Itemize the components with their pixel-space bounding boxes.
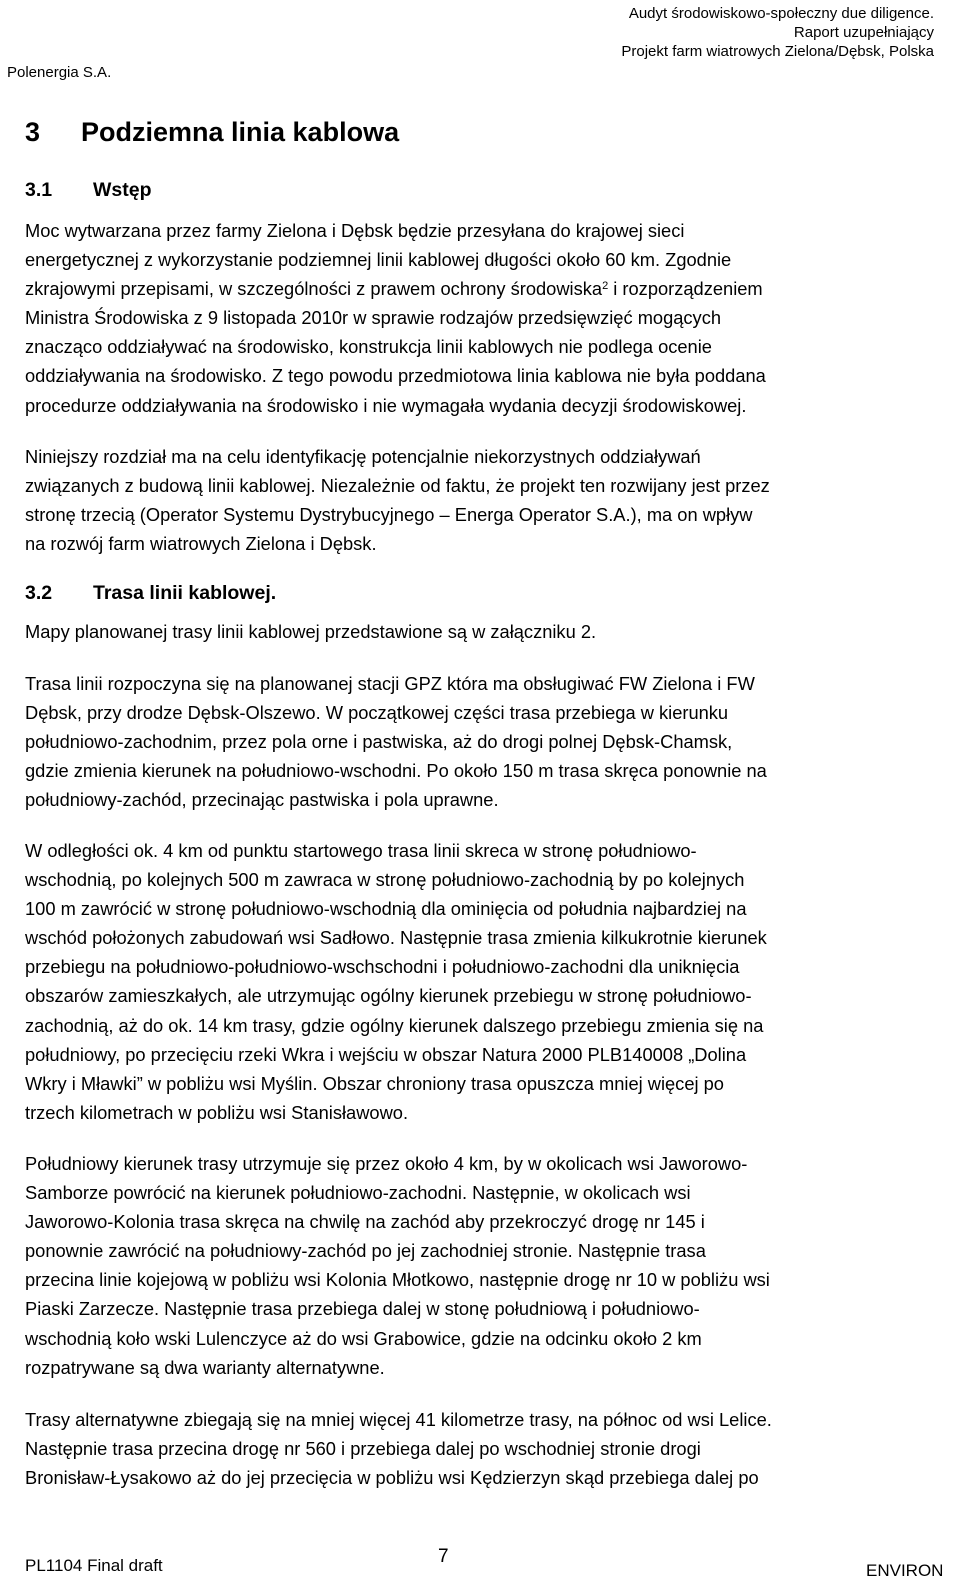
text-line: południowy-zachód, przecinając pastwiska i pola uprawne. [25,789,499,811]
text-line: stronę trzecią (Operator Systemu Dystrybucyjnego – Energa Operator S.A.), ma on wpływ [25,504,753,526]
text-line: Ministra Środowiska z 9 listopada 2010r w sprawie rodzajów przedsięwzięć mogących [25,307,722,329]
text-line: Samborze powrócić na kierunek południowo-zachodni. Następnie, w okolicach wsi [25,1182,691,1204]
text-line: południowo-zachodnim, przez pola orne i pastwiska, aż do drogi polnej Dębsk-Chamsk, [25,731,733,753]
text-line: znacząco oddziaływać na środowisko, konstrukcja linii kablowych nie podlega ocenie [25,336,712,358]
header-title-line: Raport uzupełniający [793,24,934,41]
subsection-heading-intro [25,179,152,202]
section-title: Podziemna linia kablowa [81,117,400,147]
text-line: Następnie trasa przecina drogę nr 560 i przebiega dalej po wschodniej stronie drogi [25,1438,701,1460]
text-line: Moc wytwarzana przez farmy Zielona i Dębsk będzie przesyłana do krajowej sieci [25,220,685,241]
text-line: trzech kilometrach w pobliżu wsi Stanisławowo. [25,1101,409,1123]
text-line: Bronisław-Łysakowo aż do jej przecięcia w pobliżu wsi Kędzierzyn skąd przebiega dalej po [25,1467,759,1489]
text-line: Wkry i Mławki” w pobliżu wsi Myślin. Obszar chroniony trasa opuszcza mniej więcej po [25,1072,724,1094]
text-line: W odległości ok. 4 km od punktu startowego trasa linii skreca w stronę południowo- [25,840,697,861]
subsection-title: Wstęp [93,179,152,201]
text-line: Mapy planowanej trasy linii kablowej przedstawione są w załączniku 2. [25,621,597,642]
section-number: 3 [25,117,41,147]
text-line: procedurze oddziaływania na środowisko i nie wymagała wydania decyzji środowiskowej. [25,394,747,416]
paragraph-route-south [25,1149,950,1382]
text-line: zachodnią, aż do ok. 14 km trasy, gdzie ogólny kierunek dalszego przebiegu zmienia się na [25,1014,764,1036]
subsection-title: Trasa linii kablowej. [93,582,277,604]
text-line: Trasy alternatywne zbiegają się na mniej więcej 41 kilometrze trasy, na północ od wsi Lelice. [25,1409,772,1430]
footer-brand-logo: ENVIRON [866,1561,944,1580]
subsection-number: 3.1 [25,179,53,201]
text-line: Trasa linii rozpoczyna się na planowanej stacji GPZ która ma obsługiwać FW Zielona i FW [25,673,755,694]
text-line: 100 m zawrócić w stronę południowo-wschodnią dla ominięcia od południa najbardziej na [25,898,747,920]
text-line: gdzie zmienia kierunek na południowo-wschodni. Po około 150 m trasa skręca ponownie na [25,760,767,782]
subsection-heading-route [25,582,276,605]
paragraph-maps [25,617,950,646]
paragraph-route-start [25,669,950,814]
text-line: wschód położonych zabudowań wsi Sadłowo. Następnie trasa zmienia kilkukrotnie kierunek [25,927,767,949]
header-title-line: Audyt środowiskowo-społeczny due diligence. [628,5,934,22]
text-line: Jaworowo-Kolonia trasa skręca na chwilę na zachód aby przekroczyć drogę nr 145 i [25,1211,705,1233]
text-line: wschodnią, po kolejnych 500 m zawraca w stronę południowo-zachodnią by po kolejnych [25,869,745,891]
text-line: Południowy kierunek trasy utrzymuje się przez około 4 km, by w okolicach wsi Jaworowo- [25,1153,748,1174]
text-line: wschodnią koło wski Lulenczyce aż do wsi Grabowice, gdzie na odcinku około 2 km [25,1327,702,1349]
text-line: Piaski Zarzecze. Następnie trasa przebiega dalej w stonę południową i południowo- [25,1298,700,1320]
text-line: południowy, po przecięciu rzeki Wkra i wejściu w obszar Natura 2000 PLB140008 „Dolina [25,1043,747,1065]
text-line: Niniejszy rozdział ma na celu identyfikację potencjalnie niekorzystnych oddziaływań [25,446,701,467]
header-company: Polenergia S.A. [7,64,112,81]
text-line: rozpatrywane są dwa warianty alternatywne. [25,1356,385,1378]
subsection-number: 3.2 [25,582,53,604]
text-line: na rozwój farm wiatrowych Zielona i Dębsk. [25,533,377,555]
text-line: przebiegu na południowo-południowo-wschschodni i południowo-zachodni dla uniknięcia [25,956,740,978]
footer-document-id: PL1104 Final draft [25,1556,163,1575]
text-line: ponownie zawrócić na południowy-zachód po jej zachodniej stronie. Następnie trasa [25,1240,706,1262]
text-line: obszarów zamieszkałych, ale utrzymując ogólny kierunek przebiegu w stronę południowo- [25,985,752,1007]
text-line: energetycznej z wykorzystanie podziemnej linii kablowej długości około 60 km. Zgodnie [25,249,732,271]
paragraph-purpose [25,442,950,558]
header-title-line: Projekt farm wiatrowych Zielona/Dębsk, Polska [621,43,934,60]
text-fragment: zkrajowymi przepisami, w szczególności z prawem ochrony środowiska [25,278,603,300]
text-line: przecina linie kojejową w pobliżu wsi Kolonia Młotkowo, następnie drogę nr 10 w pobliżu wsi [25,1269,770,1291]
text-line: związanych z budową linii kablowej. Niezależnie od faktu, że projekt ten rozwijany jest przez [25,475,770,497]
text-line: Dębsk, przy drodze Dębsk-Olszewo. W początkowej części trasa przebiega w kierunku [25,702,729,724]
text-fragment: i rozporządzeniem [608,278,763,300]
text-line [25,274,950,303]
footnote-reference: 2 [602,280,609,293]
text-line: oddziaływania na środowisko. Z tego powodu przedmiotowa linia kablowa nie była poddana [25,365,766,387]
paragraph-route-end [25,1405,950,1492]
header-title-block [621,4,934,61]
footer-page-number: 7 [438,1546,449,1567]
paragraph-route-middle [25,836,950,1127]
section-heading [25,117,399,148]
paragraph-intro [25,216,950,420]
